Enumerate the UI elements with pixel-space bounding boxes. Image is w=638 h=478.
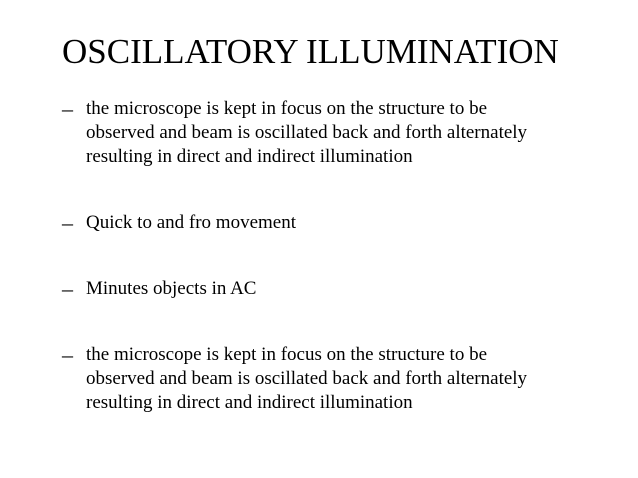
bullet-list — [62, 97, 622, 415]
bullet-text-3: Minutes objects in AC — [86, 278, 257, 299]
bullet-text-1: the microscope is kept in focus on the structure to be observed and beam is oscillated back and forth alternately resulting in direct and indirect illumination — [86, 98, 528, 167]
slide-title: OSCILLATORY ILLUMINATION — [62, 32, 559, 71]
dash-bullet-icon: – — [62, 210, 73, 235]
dash-bullet-icon: – — [62, 96, 73, 121]
bullet-text-2: Quick to and fro movement — [86, 212, 297, 233]
bullet-item-4 — [62, 343, 622, 415]
bullet-item-2 — [62, 211, 622, 235]
dash-bullet-icon: – — [62, 276, 73, 301]
bullet-item-3 — [62, 277, 622, 301]
bullet-item-1 — [62, 97, 622, 169]
bullet-text-4: the microscope is kept in focus on the structure to be observed and beam is oscillated back and forth alternately resulting in direct and indirect illumination — [86, 344, 528, 413]
dash-bullet-icon: – — [62, 342, 73, 367]
